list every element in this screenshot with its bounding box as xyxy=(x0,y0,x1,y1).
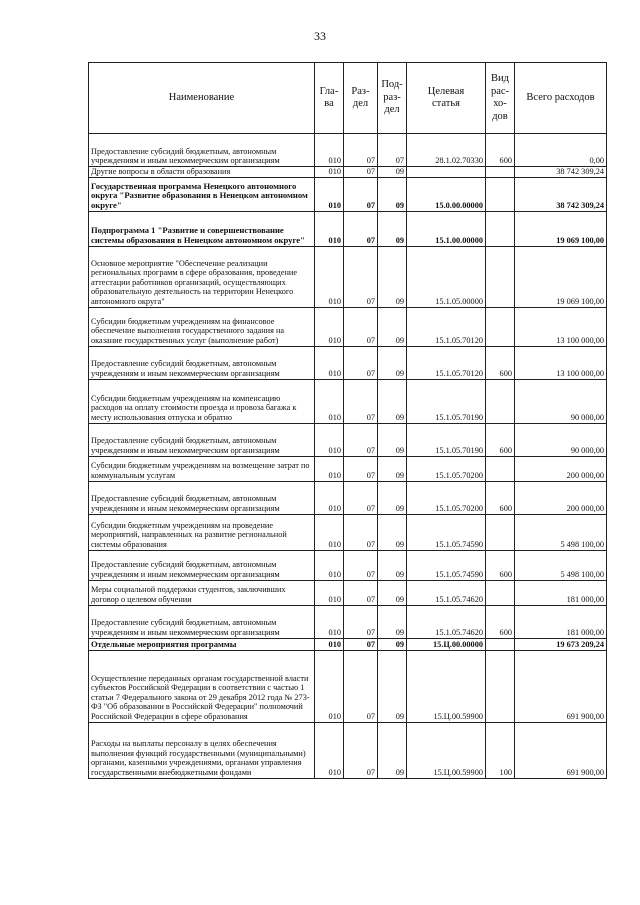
cell-glava: 010 xyxy=(315,580,344,605)
cell-vid xyxy=(486,246,515,307)
cell-amount: 38 742 309,24 xyxy=(515,167,607,178)
cell-glava: 010 xyxy=(315,134,344,167)
cell-vid xyxy=(486,177,515,211)
cell-amount: 90 000,00 xyxy=(515,379,607,423)
cell-amount: 691 900,00 xyxy=(515,650,607,722)
cell-glava: 010 xyxy=(315,456,344,481)
cell-glava: 010 xyxy=(315,722,344,778)
cell-razdel: 07 xyxy=(344,167,378,178)
cell-podrazdel: 09 xyxy=(378,580,407,605)
header-name: Наименование xyxy=(89,63,315,134)
cell-vid xyxy=(486,456,515,481)
cell-podrazdel: 09 xyxy=(378,650,407,722)
cell-glava: 010 xyxy=(315,650,344,722)
cell-vid xyxy=(486,514,515,550)
cell-target: 15.1.00.00000 xyxy=(407,211,486,246)
cell-razdel: 07 xyxy=(344,211,378,246)
table-row xyxy=(89,211,607,246)
cell-glava: 010 xyxy=(315,481,344,514)
cell-vid: 600 xyxy=(486,346,515,379)
table-row xyxy=(89,722,607,778)
cell-amount: 19 673 209,24 xyxy=(515,638,607,650)
cell-amount: 38 742 309,24 xyxy=(515,177,607,211)
cell-name: Меры социальной поддержки студентов, заключивших договор о целевом обучении xyxy=(89,580,315,605)
table-row xyxy=(89,423,607,456)
cell-amount: 13 100 000,00 xyxy=(515,307,607,346)
cell-podrazdel: 09 xyxy=(378,211,407,246)
table-header-row xyxy=(89,63,607,134)
cell-amount: 19 069 100,00 xyxy=(515,211,607,246)
cell-name: Подпрограмма 1 "Развитие и совершенствование системы образования в Ненецком автономном округе" xyxy=(89,211,315,246)
header-razdel: Раз- дел xyxy=(344,63,378,134)
cell-vid: 600 xyxy=(486,481,515,514)
table-row xyxy=(89,650,607,722)
table-row xyxy=(89,379,607,423)
cell-amount: 13 100 000,00 xyxy=(515,346,607,379)
cell-name: Предоставление субсидий бюджетным, автономным учреждениям и иным некоммерческим организациям xyxy=(89,134,315,167)
cell-name: Другие вопросы в области образования xyxy=(89,167,315,178)
cell-podrazdel: 09 xyxy=(378,456,407,481)
cell-podrazdel: 09 xyxy=(378,481,407,514)
table-row xyxy=(89,550,607,580)
cell-razdel: 07 xyxy=(344,638,378,650)
cell-podrazdel: 07 xyxy=(378,134,407,167)
cell-name: Предоставление субсидий бюджетным, автономным учреждениям и иным некоммерческим организациям xyxy=(89,423,315,456)
cell-glava: 010 xyxy=(315,307,344,346)
cell-name: Осуществление переданных органам государственной власти субъектов Российской Федерации в соответствии с частью 1 статьи 7 Федерального закона от 29 декабря 2012 года № 273-ФЗ "Об образовании в Российской Федерации" полномочий Российской Федерации в сфере образования xyxy=(89,650,315,722)
cell-target: 15.1.05.74620 xyxy=(407,580,486,605)
cell-target: 15.1.05.70190 xyxy=(407,423,486,456)
page-number: 33 xyxy=(314,29,326,43)
cell-vid: 600 xyxy=(486,605,515,638)
cell-vid xyxy=(486,638,515,650)
cell-vid xyxy=(486,650,515,722)
cell-podrazdel: 09 xyxy=(378,550,407,580)
table-row xyxy=(89,307,607,346)
cell-name: Расходы на выплаты персоналу в целях обеспечения выполнения функций государственными (муниципальными) органами, казенными учреждениями, органами управления государственными внебюджетными фондами xyxy=(89,722,315,778)
cell-name: Субсидии бюджетным учреждениям на компенсацию расходов на оплату стоимости проезда и провоза багажа к месту использования отпуска и обратно xyxy=(89,379,315,423)
cell-target: 15.0.00.00000 xyxy=(407,177,486,211)
cell-razdel: 07 xyxy=(344,246,378,307)
cell-name: Отдельные мероприятия программы xyxy=(89,638,315,650)
cell-podrazdel: 09 xyxy=(378,514,407,550)
cell-amount: 5 498 100,00 xyxy=(515,514,607,550)
cell-name: Субсидии бюджетным учреждениям на финансовое обеспечение выполнения государственного задания на оказание государственных услуг (выполнение работ) xyxy=(89,307,315,346)
cell-razdel: 07 xyxy=(344,134,378,167)
cell-target: 15.1.05.74620 xyxy=(407,605,486,638)
cell-razdel: 07 xyxy=(344,650,378,722)
cell-target: 15.1.05.00000 xyxy=(407,246,486,307)
cell-podrazdel: 09 xyxy=(378,605,407,638)
cell-razdel: 07 xyxy=(344,481,378,514)
cell-target: 15.1.05.70200 xyxy=(407,456,486,481)
cell-podrazdel: 09 xyxy=(378,423,407,456)
table-row xyxy=(89,346,607,379)
cell-podrazdel: 09 xyxy=(378,346,407,379)
header-target: Целевая статья xyxy=(407,63,486,134)
cell-glava: 010 xyxy=(315,167,344,178)
cell-target: 15.Ц.00.59900 xyxy=(407,650,486,722)
cell-podrazdel: 09 xyxy=(378,246,407,307)
cell-glava: 010 xyxy=(315,605,344,638)
cell-razdel: 07 xyxy=(344,605,378,638)
cell-glava: 010 xyxy=(315,211,344,246)
table-body xyxy=(89,134,607,779)
cell-target: 15.1.05.70190 xyxy=(407,379,486,423)
cell-glava: 010 xyxy=(315,423,344,456)
table-row xyxy=(89,481,607,514)
table-row xyxy=(89,246,607,307)
cell-podrazdel: 09 xyxy=(378,722,407,778)
cell-podrazdel: 09 xyxy=(378,638,407,650)
cell-target: 28.1.02.70330 xyxy=(407,134,486,167)
cell-vid xyxy=(486,211,515,246)
cell-name: Субсидии бюджетным учреждениям на возмещение затрат по коммунальным услугам xyxy=(89,456,315,481)
cell-razdel: 07 xyxy=(344,379,378,423)
cell-target: 15.Ц.00.00000 xyxy=(407,638,486,650)
cell-amount: 200 000,00 xyxy=(515,456,607,481)
cell-amount: 181 000,00 xyxy=(515,580,607,605)
cell-razdel: 07 xyxy=(344,456,378,481)
header-total: Всего расходов xyxy=(515,63,607,134)
cell-podrazdel: 09 xyxy=(378,177,407,211)
budget-table xyxy=(88,62,607,779)
cell-amount: 5 498 100,00 xyxy=(515,550,607,580)
table-row xyxy=(89,177,607,211)
cell-name: Субсидии бюджетным учреждениям на проведение мероприятий, направленных на развитие региональной системы образования xyxy=(89,514,315,550)
cell-glava: 010 xyxy=(315,550,344,580)
cell-target: 15.1.05.74590 xyxy=(407,514,486,550)
cell-vid xyxy=(486,580,515,605)
cell-amount: 691 900,00 xyxy=(515,722,607,778)
cell-amount: 19 069 100,00 xyxy=(515,246,607,307)
cell-podrazdel: 09 xyxy=(378,167,407,178)
cell-glava: 010 xyxy=(315,514,344,550)
table-row xyxy=(89,134,607,167)
cell-amount: 181 000,00 xyxy=(515,605,607,638)
cell-razdel: 07 xyxy=(344,722,378,778)
cell-podrazdel: 09 xyxy=(378,379,407,423)
cell-glava: 010 xyxy=(315,346,344,379)
cell-target: 15.1.05.70120 xyxy=(407,307,486,346)
cell-target: 15.1.05.74590 xyxy=(407,550,486,580)
cell-glava: 010 xyxy=(315,379,344,423)
cell-name: Предоставление субсидий бюджетным, автономным учреждениям и иным некоммерческим организациям xyxy=(89,346,315,379)
cell-razdel: 07 xyxy=(344,423,378,456)
cell-vid: 600 xyxy=(486,134,515,167)
cell-target: 15.1.05.70120 xyxy=(407,346,486,379)
cell-razdel: 07 xyxy=(344,307,378,346)
cell-amount: 200 000,00 xyxy=(515,481,607,514)
table-row xyxy=(89,605,607,638)
table-row xyxy=(89,514,607,550)
table-row xyxy=(89,167,607,178)
cell-podrazdel: 09 xyxy=(378,307,407,346)
table-row xyxy=(89,638,607,650)
header-podrazdel: Под- раз- дел xyxy=(378,63,407,134)
cell-name: Государственная программа Ненецкого автономного округа "Развитие образования в Ненецком автономном округе" xyxy=(89,177,315,211)
cell-glava: 010 xyxy=(315,638,344,650)
cell-name: Предоставление субсидий бюджетным, автономным учреждениям и иным некоммерческим организациям xyxy=(89,550,315,580)
cell-target xyxy=(407,167,486,178)
cell-glava: 010 xyxy=(315,246,344,307)
cell-name: Предоставление субсидий бюджетным, автономным учреждениям и иным некоммерческим организациям xyxy=(89,605,315,638)
cell-vid: 600 xyxy=(486,423,515,456)
cell-razdel: 07 xyxy=(344,580,378,605)
cell-vid xyxy=(486,167,515,178)
cell-name: Предоставление субсидий бюджетным, автономным учреждениям и иным некоммерческим организациям xyxy=(89,481,315,514)
header-glava: Гла- ва xyxy=(315,63,344,134)
table-row xyxy=(89,456,607,481)
cell-vid: 100 xyxy=(486,722,515,778)
table-row xyxy=(89,580,607,605)
header-vid: Вид рас- хо- дов xyxy=(486,63,515,134)
cell-vid xyxy=(486,379,515,423)
cell-razdel: 07 xyxy=(344,514,378,550)
cell-amount: 0,00 xyxy=(515,134,607,167)
cell-vid: 600 xyxy=(486,550,515,580)
cell-razdel: 07 xyxy=(344,550,378,580)
cell-target: 15.1.05.70200 xyxy=(407,481,486,514)
cell-name: Основное мероприятие "Обеспечение реализации региональных программ в сфере образования, проведение аттестации работников организаций, осуществляющих образовательную деятельность на территории Ненецкого автономного округа" xyxy=(89,246,315,307)
cell-razdel: 07 xyxy=(344,346,378,379)
cell-amount: 90 000,00 xyxy=(515,423,607,456)
cell-target: 15.Ц.00.59900 xyxy=(407,722,486,778)
cell-glava: 010 xyxy=(315,177,344,211)
cell-razdel: 07 xyxy=(344,177,378,211)
cell-vid xyxy=(486,307,515,346)
